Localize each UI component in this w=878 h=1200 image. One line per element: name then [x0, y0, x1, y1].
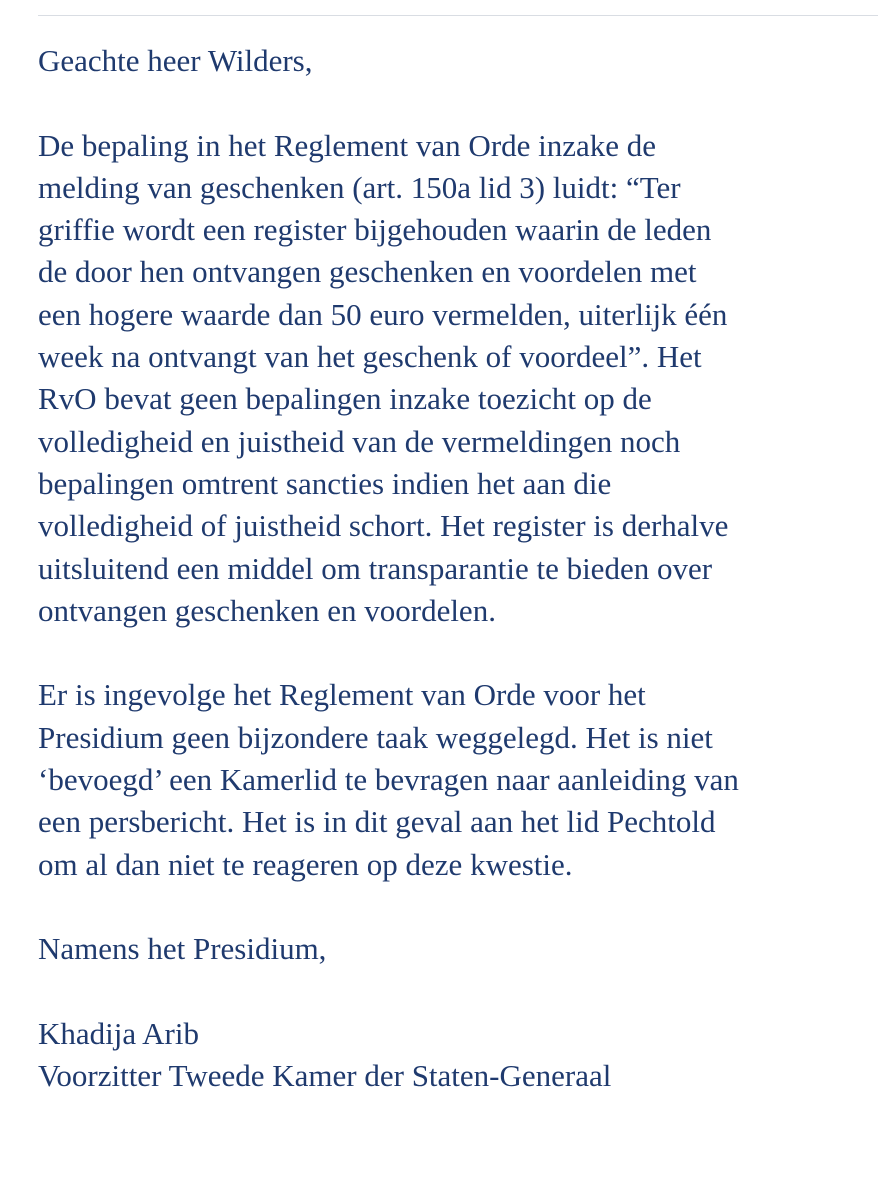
paragraph-line: ontvangen geschenken en voordelen.: [38, 592, 496, 628]
closing: [38, 928, 868, 970]
salutation-line: Geachte heer Wilders,: [38, 43, 313, 78]
paragraph-line: een hogere waarde dan 50 euro vermelden, uiterlijk één: [38, 296, 728, 332]
paragraph-gift-register: [38, 125, 868, 633]
paragraph-line: griffie wordt een register bijgehouden waarin de leden: [38, 212, 712, 248]
paragraph-line: uitsluitend een middel om transparantie te bieden over: [38, 550, 713, 586]
paragraph-line: Presidium geen bijzondere taak weggelegd. Het is niet: [38, 719, 713, 755]
paragraph-line: de door hen ontvangen geschenken en voordelen met: [38, 254, 697, 290]
top-divider: [38, 15, 878, 16]
closing-line: Namens het Presidium,: [38, 931, 327, 967]
paragraph-presidium: [38, 674, 868, 885]
salutation: [38, 40, 868, 82]
paragraph-line: ‘bevoegd’ een Kamerlid te bevragen naar aanleiding van: [38, 762, 739, 798]
signature-name: Khadija Arib: [38, 1015, 199, 1051]
paragraph-line: om al dan niet te reageren op deze kwestie.: [38, 846, 573, 882]
signature-block: [38, 1013, 868, 1098]
paragraph-line: bepalingen omtrent sancties indien het aan die: [38, 465, 612, 501]
letter-body: [38, 40, 868, 1097]
paragraph-line: volledigheid of juistheid schort. Het register is derhalve: [38, 508, 729, 544]
paragraph-line: RvO bevat geen bepalingen inzake toezicht op de: [38, 381, 652, 417]
paragraph-line: week na ontvangt van het geschenk of voordeel”. Het: [38, 339, 702, 375]
paragraph-line: volledigheid en juistheid van de vermeldingen noch: [38, 423, 681, 459]
paragraph-line: een persbericht. Het is in dit geval aan het lid Pechtold: [38, 804, 716, 840]
signature-title: Voorzitter Tweede Kamer der Staten-Generaal: [38, 1058, 612, 1094]
paragraph-line: De bepaling in het Reglement van Orde inzake de: [38, 127, 657, 163]
paragraph-line: Er is ingevolge het Reglement van Orde voor het: [38, 677, 646, 713]
paragraph-line: melding van geschenken (art. 150a lid 3) luidt: “Ter: [38, 169, 681, 205]
